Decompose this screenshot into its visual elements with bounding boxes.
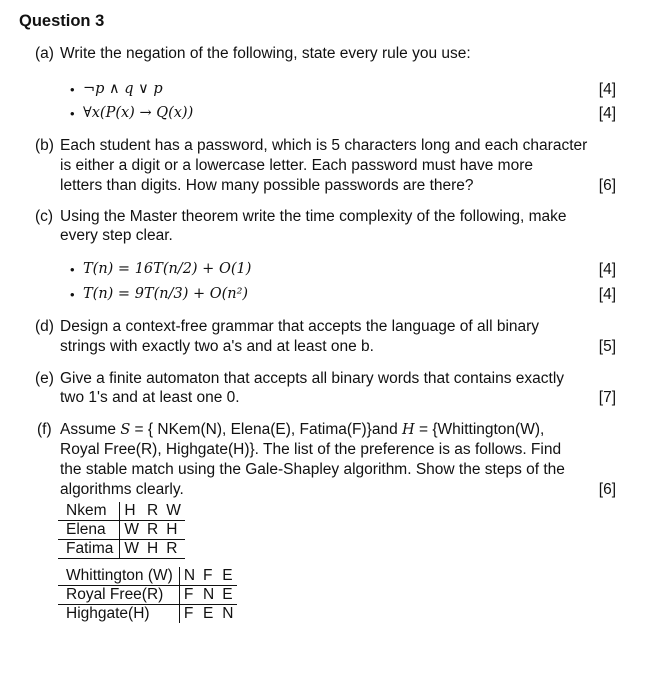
part-b-mark: [6] xyxy=(598,177,616,194)
table-row xyxy=(58,540,185,559)
pref-cell: W xyxy=(162,502,185,521)
part-c-line-2: every step clear. xyxy=(60,227,173,244)
pref-cell: R xyxy=(143,502,162,521)
pref-cell: H xyxy=(120,502,143,521)
table-row xyxy=(58,586,237,605)
part-c-item-1: T(n) = 16T(n/2) + O(1) xyxy=(83,261,252,277)
hospital-name: Whittington (W) xyxy=(58,567,179,586)
part-f-line-4: algorithms clearly. xyxy=(60,481,184,498)
hospital-name: Royal Free(R) xyxy=(58,586,179,605)
part-d-line-2: strings with exactly two a's and at least one b. xyxy=(60,338,374,355)
student-name: Fatima xyxy=(58,540,120,559)
part-e-line-1: Give a finite automaton that accepts all binary words that contains exactly xyxy=(60,370,565,387)
table-row xyxy=(58,605,237,624)
bullet-icon: • xyxy=(70,82,75,97)
part-f-line-3: the stable match using the Gale-Shapley algorithm. Show the steps of the xyxy=(60,461,565,478)
pref-cell: R xyxy=(143,521,162,540)
part-b-line-2: is either a digit or a lowercase letter. Each password must have more xyxy=(60,157,533,174)
pref-cell: W xyxy=(120,540,143,559)
part-f-mark: [6] xyxy=(598,481,616,498)
part-b-line-3: letters than digits. How many possible passwords are there? xyxy=(60,177,474,194)
table-row xyxy=(58,502,185,521)
bullet-icon: • xyxy=(70,262,75,277)
part-d-line-1: Design a context-free grammar that accepts the language of all binary xyxy=(60,318,540,335)
part-a-item-1-mark: [4] xyxy=(598,81,616,98)
pref-cell: F xyxy=(199,567,218,586)
part-f-line-2: Royal Free(R), Highgate(H)}. The list of the preference is as follows. Find xyxy=(60,441,562,458)
question-heading: Question 3 xyxy=(19,12,105,30)
pref-cell: W xyxy=(120,521,143,540)
part-b-line-1: Each student has a password, which is 5 characters long and each character xyxy=(60,137,588,154)
part-c-label: (c) xyxy=(35,208,54,225)
part-c-item-2: T(n) = 9T(n/3) + O(n²) xyxy=(83,286,249,302)
part-d-label: (d) xyxy=(35,318,54,335)
hospital-name: Highgate(H) xyxy=(58,605,179,624)
pref-cell: E xyxy=(203,605,214,622)
pref-cell: N xyxy=(199,586,218,605)
part-a-label: (a) xyxy=(35,45,54,62)
part-c-line-1: Using the Master theorem write the time complexity of the following, make xyxy=(60,208,567,225)
part-a-item-2: ∀x(P(x) → Q(x)) xyxy=(83,105,194,121)
pref-cell: F xyxy=(179,586,199,605)
pref-cell: H xyxy=(162,521,185,540)
table-row xyxy=(58,521,185,540)
student-name: Elena xyxy=(58,521,120,540)
table-row xyxy=(58,567,237,586)
part-c-item-1-mark: [4] xyxy=(598,261,616,278)
pref-cell: E xyxy=(218,567,237,586)
part-e-mark: [7] xyxy=(598,389,616,406)
pref-cell: E xyxy=(218,586,237,605)
pref-cell: N xyxy=(222,605,234,622)
part-f-label: (f) xyxy=(37,421,52,438)
pref-cell: N xyxy=(179,567,199,586)
students-preference-table xyxy=(58,502,185,559)
bullet-icon: • xyxy=(70,106,75,121)
bullet-icon: • xyxy=(70,287,75,302)
part-a-item-1: ¬p ∧ q ∨ p xyxy=(83,81,163,97)
part-a-item-2-mark: [4] xyxy=(598,105,616,122)
part-c-item-2-mark: [4] xyxy=(598,286,616,303)
hospitals-preference-table xyxy=(58,567,237,623)
part-d-mark: [5] xyxy=(598,338,616,355)
part-b-label: (b) xyxy=(35,137,54,154)
part-e-label: (e) xyxy=(35,370,54,387)
pref-cell: F xyxy=(183,605,194,622)
part-f-line-1: Assume S = { NKem(N), Elena(E), Fatima(F)}and H = {Whittington(W), xyxy=(60,421,545,438)
part-e-line-2: two 1's and at least one 0. xyxy=(60,389,240,406)
part-a-text: Write the negation of the following, state every rule you use: xyxy=(60,45,471,62)
student-name: Nkem xyxy=(58,502,120,521)
pref-cell: H xyxy=(143,540,162,559)
pref-cell: R xyxy=(162,540,185,559)
